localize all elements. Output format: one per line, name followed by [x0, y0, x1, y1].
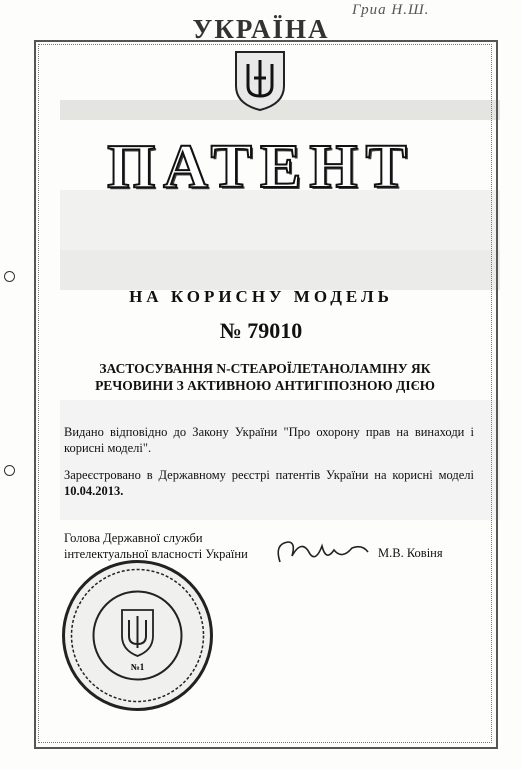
- patent-number: № 79010: [219, 318, 303, 343]
- signatory-title-line2: інтелектуальної власності України: [64, 547, 248, 561]
- country-title: УКРАЇНА: [192, 14, 330, 44]
- trident-coat-of-arms-icon: [230, 48, 290, 112]
- issued-paragraph: Видано відповідно до Закону України "Про охорону прав на винаходи і корисні моделі".: [64, 425, 474, 455]
- signatory-name: М.В. Ковіня: [378, 546, 443, 560]
- handwritten-note: Гриа Н.Ш.: [352, 2, 430, 18]
- signatory-title-line1: Голова Державної служби: [64, 531, 203, 545]
- svg-text:№1: №1: [130, 662, 145, 672]
- handwritten-signature: [272, 532, 372, 572]
- official-seal-stamp: [60, 558, 215, 713]
- punch-hole: [4, 271, 15, 282]
- registered-paragraph: [64, 467, 474, 499]
- document-subtitle: НА КОРИСНУ МОДЕЛЬ: [129, 287, 393, 306]
- registration-date: 10.04.2013.: [64, 484, 124, 498]
- invention-title: ЗАСТОСУВАННЯ N-СТЕАРОЇЛЕТАНОЛАМІНУ ЯК РЕЧОВИНИ З АКТИВНОЮ АНТИГІПОЗНОЮ ДІЄЮ: [95, 361, 435, 393]
- registered-text: Зареєстровано в Державному реєстрі патентів України на корисні моделі: [64, 468, 474, 482]
- punch-hole: [4, 465, 15, 476]
- patent-title: ПАТЕНТ: [107, 133, 415, 201]
